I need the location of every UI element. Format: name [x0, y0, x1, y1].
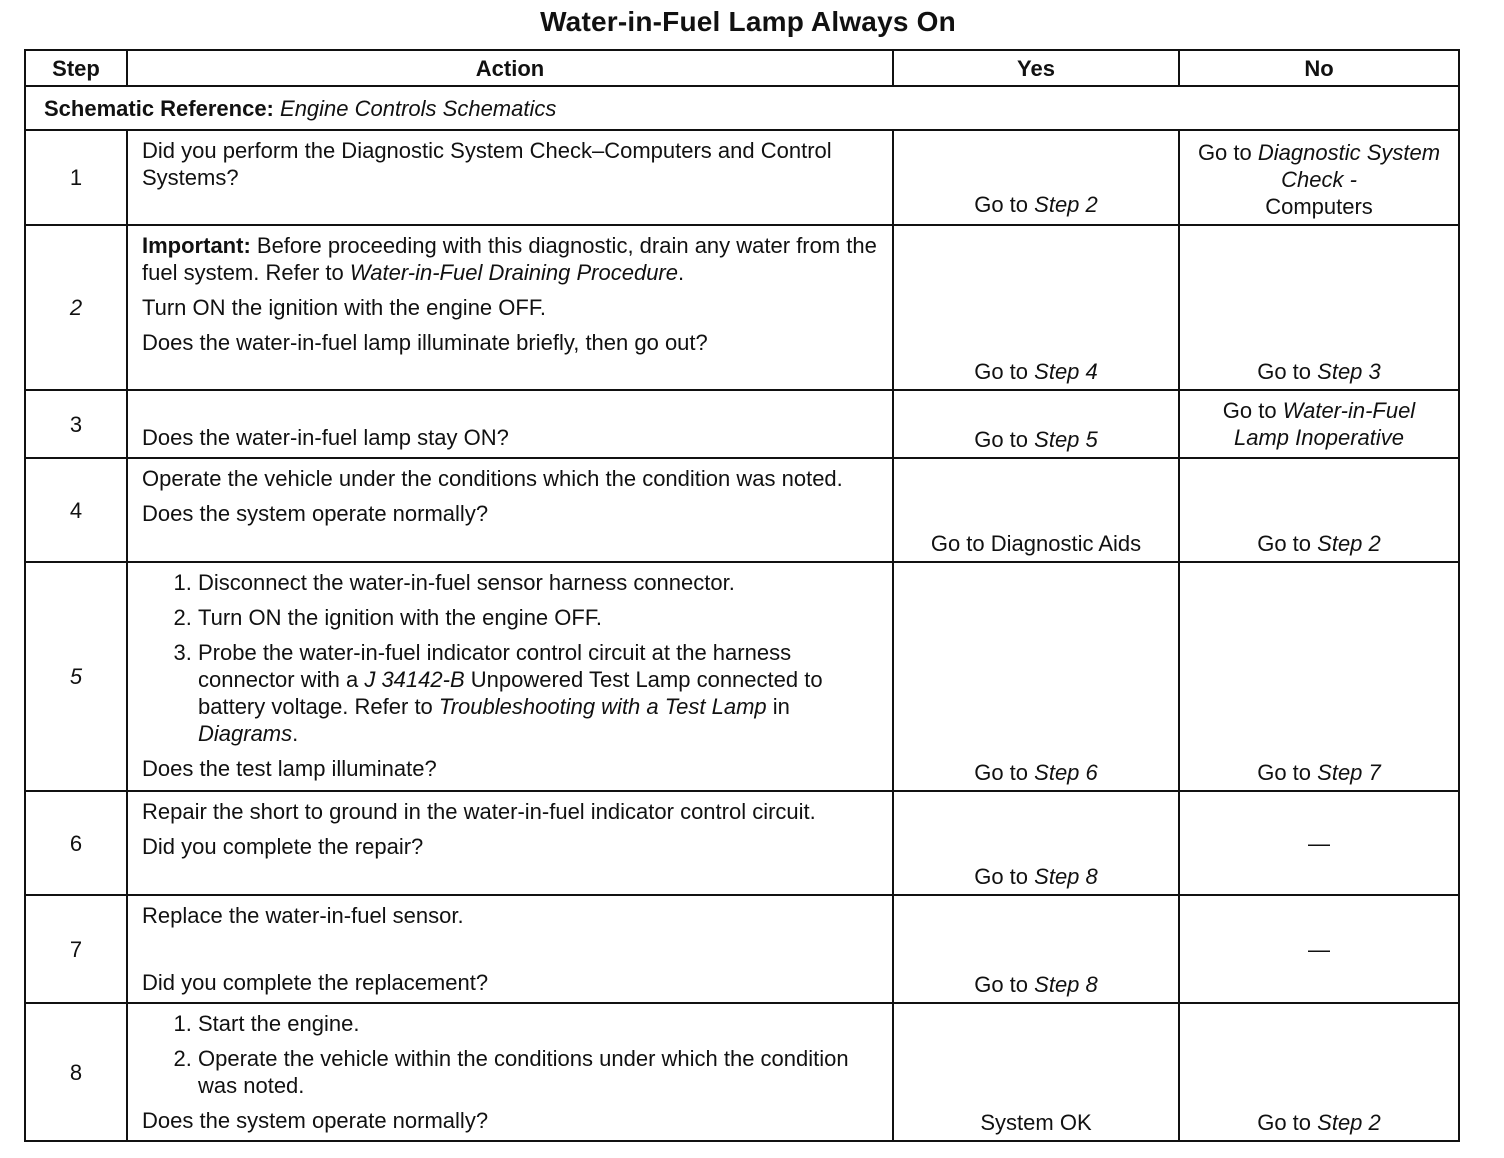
yes-cell	[893, 895, 1179, 1003]
no-prefix: Go to	[1197, 140, 1252, 165]
step-number: 1	[25, 130, 127, 225]
action-question: Does the water-in-fuel lamp stay ON?	[142, 425, 509, 450]
action-text: Turn ON the ignition with the engine OFF.	[142, 295, 546, 320]
action-cell	[127, 458, 893, 562]
action-question: Does the water-in-fuel lamp illuminate briefly, then go out?	[142, 330, 708, 355]
table-row	[25, 895, 1459, 1003]
step-number: 3	[25, 390, 127, 458]
step-number: 4	[25, 458, 127, 562]
table-row	[25, 791, 1459, 895]
no-prefix: Go to	[1257, 760, 1312, 785]
no-prefix: Go to	[1257, 531, 1312, 556]
step-number: 6	[25, 791, 127, 895]
action-cell	[127, 1003, 893, 1141]
action-cell	[127, 225, 893, 390]
header-row	[25, 50, 1459, 86]
no-cell	[1179, 390, 1459, 458]
no-ref: Step 2	[1317, 531, 1381, 556]
diagnostic-table	[24, 49, 1460, 1142]
step-number-text: 5	[69, 664, 83, 689]
item-text: Probe the water-in-fuel indicator control circuit at the harness connector with a	[198, 640, 792, 692]
tool-number: J 34142-B	[364, 667, 465, 692]
no-ref: Water-in-Fuel Lamp Inoperative	[1234, 398, 1416, 450]
step-number-text: 2	[69, 295, 83, 320]
reference-link: Diagrams	[198, 721, 293, 746]
no-cell	[1179, 562, 1459, 791]
yes-prefix: Go to	[974, 972, 1029, 997]
no-ref: Step 3	[1317, 359, 1381, 384]
table-row	[25, 1003, 1459, 1141]
page-title: Water-in-Fuel Lamp Always On	[540, 6, 956, 37]
header-no: No	[1179, 50, 1459, 86]
yes-prefix: Go to	[974, 192, 1029, 217]
action-cell	[127, 562, 893, 791]
item-text: Unpowered Test Lamp connected to battery voltage. Refer to	[198, 667, 823, 719]
header-yes: Yes	[893, 50, 1179, 86]
important-text: Before proceeding with this diagnostic, drain any water from the fuel system. Refer to	[142, 233, 877, 285]
yes-ref: Step 2	[1034, 192, 1098, 217]
yes-cell	[893, 130, 1179, 225]
yes-ref: Step 6	[1034, 760, 1098, 785]
yes-ref: Step 8	[1034, 972, 1098, 997]
no-ref: Step 7	[1317, 760, 1381, 785]
step-number: 8	[25, 1003, 127, 1141]
step-number	[25, 562, 127, 791]
action-cell	[127, 390, 893, 458]
action-text: Repair the short to ground in the water-in-fuel indicator control circuit.	[142, 799, 816, 824]
schematic-reference	[25, 86, 1459, 130]
procedure-list	[142, 1010, 884, 1099]
no-prefix: Go to	[1222, 398, 1277, 423]
yes-ref: Step 5	[1034, 427, 1098, 452]
yes-cell	[893, 562, 1179, 791]
yes-cell	[893, 225, 1179, 390]
schematic-reference-row	[25, 86, 1459, 130]
table-row	[25, 130, 1459, 225]
table-row	[25, 562, 1459, 791]
yes-cell	[893, 791, 1179, 895]
no-prefix: Go to	[1257, 1110, 1312, 1135]
item-text: in	[772, 694, 790, 719]
no-cell: —	[1179, 895, 1459, 1003]
table-row	[25, 390, 1459, 458]
yes-cell	[893, 390, 1179, 458]
yes-prefix: Go to	[974, 760, 1029, 785]
list-item: 1. Disconnect the water-in-fuel sensor harness connector.	[198, 569, 884, 596]
action-text: Replace the water-in-fuel sensor.	[142, 903, 464, 928]
important-note: Important: Before proceeding with this diagnostic, drain any water from the fuel system. Refer to Water-in-Fuel Draining Procedure.	[142, 233, 877, 285]
action-text: Did you perform the Diagnostic System Check–Computers and Control Systems?	[142, 138, 832, 190]
table-row	[25, 458, 1459, 562]
schematic-value: Engine Controls Schematics	[280, 95, 557, 121]
reference-link: Troubleshooting with a Test Lamp	[438, 694, 767, 719]
no-suffix: Computers	[1265, 194, 1373, 219]
action-question: Does the test lamp illuminate?	[142, 756, 437, 781]
no-ref: Diagnostic System Check -	[1257, 140, 1441, 192]
no-ref: Step 2	[1317, 1110, 1381, 1135]
action-text: Operate the vehicle under the conditions which the condition was noted.	[142, 466, 843, 491]
important-ref: Water-in-Fuel Draining Procedure	[349, 260, 678, 285]
yes-cell: Go to Diagnostic Aids	[893, 458, 1179, 562]
action-question: Did you complete the replacement?	[142, 970, 489, 995]
action-question: Does the system operate normally?	[142, 1108, 489, 1133]
action-question: Did you complete the repair?	[142, 834, 424, 859]
no-prefix: Go to	[1257, 359, 1312, 384]
yes-ref: Step 8	[1034, 864, 1098, 889]
no-cell: —	[1179, 791, 1459, 895]
yes-ref: Step 4	[1034, 359, 1098, 384]
list-item: 1. Start the engine.	[198, 1010, 884, 1037]
no-cell	[1179, 225, 1459, 390]
no-cell	[1179, 1003, 1459, 1141]
procedure-list	[142, 569, 884, 747]
action-question: Does the system operate normally?	[142, 501, 489, 526]
step-number	[25, 225, 127, 390]
no-cell	[1179, 130, 1459, 225]
yes-prefix: Go to	[974, 864, 1029, 889]
header-step: Step	[25, 50, 127, 86]
important-label: Important:	[142, 233, 251, 258]
yes-cell: System OK	[893, 1003, 1179, 1141]
list-item: 2. Turn ON the ignition with the engine OFF.	[198, 604, 884, 631]
action-cell	[127, 791, 893, 895]
schematic-label: Schematic Reference:	[44, 95, 274, 121]
no-cell	[1179, 458, 1459, 562]
yes-prefix: Go to	[974, 427, 1029, 452]
list-item: 2. Operate the vehicle within the conditions under which the condition was noted.	[198, 1045, 884, 1099]
spacer	[142, 937, 884, 969]
table-row	[25, 225, 1459, 390]
action-cell	[127, 130, 893, 225]
step-number: 7	[25, 895, 127, 1003]
yes-prefix: Go to	[974, 359, 1029, 384]
header-action: Action	[127, 50, 893, 86]
list-item: 3. Probe the water-in-fuel indicator control circuit at the harness connector with a J 34142-B Unpowered Test Lamp connected to battery voltage. Refer to Troubleshooting with a Test Lamp in Diagrams.	[198, 639, 884, 747]
action-cell	[127, 895, 893, 1003]
